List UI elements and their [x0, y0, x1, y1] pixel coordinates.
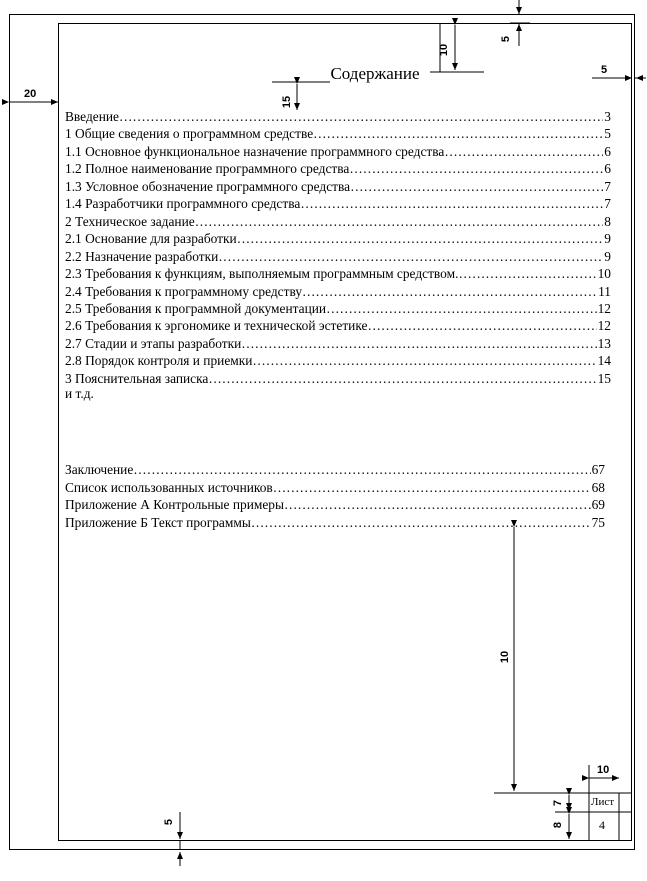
- stamp-sheet-label: Лист: [591, 796, 615, 808]
- toc-entry-label: 2.6 Требования к эргономике и технической эстетике: [65, 318, 368, 334]
- toc-entry-page: 6: [604, 161, 611, 177]
- toc-entry-label: 1.2 Полное наименование программного средства: [65, 161, 350, 177]
- toc-entry-page: 9: [604, 231, 611, 247]
- dim-title-gap: 15: [281, 95, 294, 109]
- toc-entry-page: 5: [604, 126, 611, 142]
- toc-entry-label: 1.1 Основное функциональное назначение программного средства: [65, 143, 445, 159]
- toc-entry-label: Список использованных источников: [65, 479, 273, 495]
- toc-entry-page: 69: [591, 497, 605, 512]
- dim-stamp-width: 10: [597, 764, 610, 776]
- toc-entry-label: Приложение А Контрольные примеры: [65, 497, 284, 512]
- toc-entry-label: 2.4 Требования к программному средству: [65, 283, 303, 299]
- toc-entry-label: 2.3 Требования к функциям, выполняемым программным средством.: [65, 266, 459, 282]
- toc-entry-label: Приложение Б Текст программы: [65, 514, 251, 530]
- toc-entry-page: 68: [591, 479, 605, 495]
- dim-bottom-margin: 5: [163, 818, 176, 826]
- toc-entry-page: 7: [604, 196, 611, 212]
- toc-entry-page: 3: [604, 109, 611, 124]
- toc-entry-label: 1 Общие сведения о программном средстве: [65, 126, 314, 142]
- dim-bottom-gap: 10: [499, 650, 512, 664]
- toc-entry-page: 10: [597, 266, 611, 282]
- stamp-sheet-number: 4: [599, 818, 605, 832]
- toc-entry-page: 11: [598, 283, 611, 299]
- toc-entry-page: 6: [604, 143, 611, 159]
- toc-entry-label: 2.7 Стадии и этапы разработки: [65, 335, 242, 351]
- dim-top-margin: 5: [500, 35, 513, 43]
- page-title: Содержание: [330, 64, 420, 83]
- toc-entry-page: 14: [597, 353, 611, 369]
- toc-entry-label: 2.1 Основание для разработки: [65, 231, 237, 247]
- toc-entry-label: 2.2 Назначение разработки: [65, 248, 219, 264]
- toc-entry-page: 9: [604, 248, 611, 264]
- dim-stamp-row2: 8: [552, 821, 565, 829]
- toc-entry-label: Введение: [65, 109, 119, 124]
- toc-entry-page: 8: [604, 213, 611, 229]
- toc-entry-label: 1.4 Разработчики программного средства: [65, 196, 301, 212]
- dim-right-margin: 5: [601, 64, 608, 76]
- toc-entry-label: 3 Пояснительная записка: [65, 370, 209, 386]
- toc-entry-page: 67: [591, 462, 605, 477]
- toc-entry-page: 15: [597, 370, 611, 386]
- dim-title-offset: 10: [438, 43, 451, 57]
- toc-entry-label: 2.5 Требования к программной документации: [65, 300, 327, 316]
- toc-entry-page: 75: [591, 514, 605, 530]
- toc-entry-label: Заключение: [65, 462, 134, 477]
- toc-entry-label: 2 Техническое задание: [65, 213, 195, 229]
- toc-entry-label: 2.8 Порядок контроля и приемки: [65, 353, 253, 369]
- toc-entry-page: 12: [597, 318, 611, 334]
- dim-stamp-row1: 7: [552, 799, 565, 807]
- toc-entry-page: 13: [597, 335, 611, 351]
- toc-entry-label: 1.3 Условное обозначение программного средства: [65, 178, 351, 194]
- toc-entry-page: 7: [604, 178, 611, 194]
- toc-etc: и т.д.: [65, 386, 94, 401]
- toc-entry-page: 12: [597, 300, 611, 316]
- dim-left-margin: 20: [24, 88, 37, 100]
